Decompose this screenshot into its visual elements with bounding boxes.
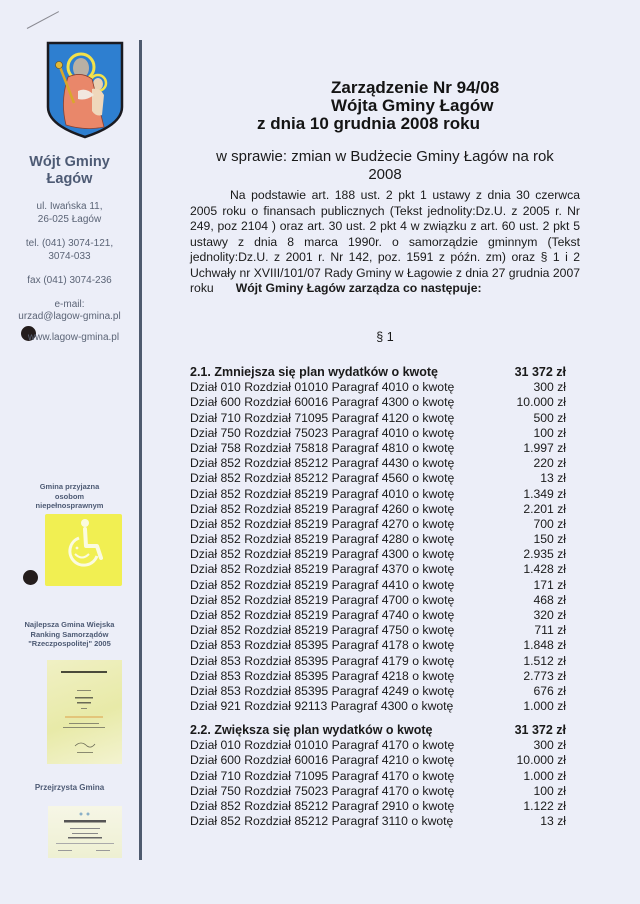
budget-row-amount: 711 zł xyxy=(534,623,566,638)
sidebar-title-line: Łagów xyxy=(46,171,93,187)
budget-row-label: Dział 852 Rozdział 85219 Paragraf 4700 o kwotę xyxy=(190,592,455,607)
budget-row-label: Dział 852 Rozdział 85219 Paragraf 4300 o kwotę xyxy=(190,547,455,562)
budget-row xyxy=(190,769,566,784)
budget-row xyxy=(190,517,566,532)
document-subject xyxy=(190,148,580,184)
budget-row xyxy=(190,471,566,486)
budget-row-label: Dział 600 Rozdział 60016 Paragraf 4300 o kwotę xyxy=(190,395,455,410)
budget-row-label: Dział 853 Rozdział 85395 Paragraf 4178 o kwotę xyxy=(190,638,455,653)
phone-line: tel. (041) 3074-121, xyxy=(25,238,114,249)
budget-row-label: Dział 750 Rozdział 75023 Paragraf 4170 o kwotę xyxy=(190,783,455,798)
budget-row xyxy=(190,814,566,829)
budget-row xyxy=(190,699,566,714)
badge-title-line: niepełnosprawnym xyxy=(35,501,104,510)
wheelchair-icon xyxy=(45,514,122,586)
badge-title-line: Gmina przyjazna xyxy=(39,482,100,491)
budget-row-amount: 1.512 zł xyxy=(523,653,566,668)
budget-row-label: Dział 853 Rozdział 85395 Paragraf 4218 o kwotę xyxy=(190,668,455,683)
certificate-icon xyxy=(48,806,122,858)
budget-row xyxy=(190,593,566,608)
budget-row-amount: 13 zł xyxy=(540,471,566,486)
badge-title-line: Najlepsza Gmina Wiejska xyxy=(24,620,115,629)
budget-row xyxy=(190,502,566,517)
budget-row-label: Dział 852 Rozdział 85219 Paragraf 4410 o kwotę xyxy=(190,577,455,592)
budget-row xyxy=(190,784,566,799)
section-increase xyxy=(190,723,566,829)
budget-row-label: Dział 750 Rozdział 75023 Paragraf 4010 o kwotę xyxy=(190,425,455,440)
budget-row-amount: 1.000 zł xyxy=(523,768,566,783)
preamble xyxy=(190,188,580,297)
budget-row xyxy=(190,684,566,699)
accessibility-badge-title xyxy=(0,482,139,511)
fax: fax (041) 3074-236 xyxy=(27,275,112,286)
sidebar-title-line: Wójt Gminy xyxy=(29,154,110,170)
budget-row-amount: 10.000 zł xyxy=(516,395,566,410)
budget-row xyxy=(190,608,566,623)
badge-title-line: Ranking Samorządów xyxy=(30,629,109,639)
website-address: www.lagow-gmina.pl xyxy=(27,332,120,343)
budget-row xyxy=(190,380,566,395)
budget-row-amount: 2.201 zł xyxy=(523,501,566,516)
address xyxy=(0,201,139,226)
budget-row xyxy=(190,426,566,441)
budget-row-label: Dział 852 Rozdział 85212 Paragraf 4560 o kwotę xyxy=(190,471,455,486)
budget-row-label: Dział 853 Rozdział 85395 Paragraf 4179 o kwotę xyxy=(190,653,455,668)
budget-row xyxy=(190,753,566,768)
sidebar-title xyxy=(0,154,139,188)
budget-row-amount: 100 zł xyxy=(533,783,566,798)
budget-row-amount: 171 zł xyxy=(533,577,566,592)
document-issuer: Wójta Gminy Łagów xyxy=(331,96,494,115)
budget-row-label: Dział 852 Rozdział 85219 Paragraf 4260 o kwotę xyxy=(190,501,455,516)
badge-title-line: "Rzeczpospolitej" 2005 xyxy=(28,639,111,648)
budget-row-label: Dział 853 Rozdział 85395 Paragraf 4249 o kwotę xyxy=(190,683,455,698)
section-heading xyxy=(190,365,566,380)
budget-row-amount: 13 zł xyxy=(540,814,566,829)
budget-row-amount: 676 zł xyxy=(533,683,566,698)
budget-row-label: Dział 710 Rozdział 71095 Paragraf 4170 o kwotę xyxy=(190,768,455,783)
budget-row-amount: 10.000 zł xyxy=(516,753,566,768)
budget-row xyxy=(190,441,566,456)
budget-row-amount: 2.935 zł xyxy=(523,547,566,562)
punch-hole-icon xyxy=(23,570,38,585)
budget-row-label: Dział 010 Rozdział 01010 Paragraf 4170 o kwotę xyxy=(190,738,455,753)
budget-row xyxy=(190,638,566,653)
certificate-image xyxy=(48,806,122,858)
address-line: 26-025 Łagów xyxy=(37,213,102,225)
budget-row-amount: 220 zł xyxy=(533,456,566,471)
email-label: e-mail: xyxy=(54,299,85,310)
budget-row-label: Dział 852 Rozdział 85219 Paragraf 4280 o kwotę xyxy=(190,532,455,547)
budget-row-label: Dział 921 Rozdział 92113 Paragraf 4300 o kwotę xyxy=(190,699,454,714)
budget-row-amount: 1.428 zł xyxy=(523,562,566,577)
budget-row xyxy=(190,562,566,577)
diploma-icon xyxy=(47,660,122,764)
subject-line: w sprawie: zmian w Budżecie Gminy Łagów na rok xyxy=(216,148,554,165)
budget-row-amount: 700 zł xyxy=(533,516,566,531)
accessibility-logo xyxy=(45,514,122,586)
section-heading xyxy=(190,723,566,738)
subject-line: 2008 xyxy=(368,166,402,183)
budget-row-amount: 300 zł xyxy=(533,738,566,753)
phone xyxy=(0,238,139,263)
budget-row xyxy=(190,623,566,638)
budget-row-label: Dział 852 Rozdział 85212 Paragraf 3110 o kwotę xyxy=(190,814,454,829)
budget-row-label: Dział 600 Rozdział 60016 Paragraf 4210 o kwotę xyxy=(190,753,455,768)
ranking-badge-title xyxy=(0,620,139,649)
budget-row xyxy=(190,395,566,410)
budget-row xyxy=(190,799,566,814)
document-title: Zarządzenie Nr 94/08 xyxy=(331,78,500,97)
budget-row-amount: 1.349 zł xyxy=(523,486,566,501)
document-date: z dnia 10 grudnia 2008 roku xyxy=(257,114,480,133)
budget-row-amount: 150 zł xyxy=(533,532,566,547)
ranking-diploma-image xyxy=(47,660,122,764)
transparency-badge-title: Przejrzysta Gmina xyxy=(34,783,105,792)
budget-row-label: Dział 852 Rozdział 85219 Paragraf 4750 o kwotę xyxy=(190,623,455,638)
budget-row-label: Dział 852 Rozdział 85219 Paragraf 4010 o kwotę xyxy=(190,486,455,501)
budget-row-label: Dział 010 Rozdział 01010 Paragraf 4010 o kwotę xyxy=(190,380,455,395)
budget-row-amount: 100 zł xyxy=(533,425,566,440)
budget-row xyxy=(190,654,566,669)
budget-row-amount: 300 zł xyxy=(533,380,566,395)
section-total: 31 372 zł xyxy=(514,723,566,737)
preamble-text: Na podstawie art. 188 ust. 2 pkt 1 ustawy z dnia 30 czerwca 2005 roku o finansach publicznych (Tekst jednolity:Dz.U. z 2005 r. Nr 249, poz 2104 ) oraz art. 30 ust. 2 pkt 4 w związku z art. 60 ust. 2 pkt 5 ustawy z dnia 8 marca 1990r. o samorządzie gminnym (Tekst jednolity:Dz.U. z 2001 r. Nr 142, poz. 1591 z późn. zm) oraz § 1 i 2 Uchwały nr XVIII/101/07 Rady Gminy w Łagowie z dnia 27 grudnia 2007 roku xyxy=(190,188,580,295)
budget-row-amount: 1.997 zł xyxy=(523,440,566,455)
budget-row xyxy=(190,487,566,502)
coat-of-arms-icon xyxy=(46,41,124,139)
paper-scratch-mark xyxy=(27,11,59,29)
section-heading-label: 2.2. Zwiększa się plan wydatków o kwotę xyxy=(190,723,433,737)
budget-row xyxy=(190,456,566,471)
section-heading-label: 2.1. Zmniejsza się plan wydatków o kwotę xyxy=(190,365,438,379)
budget-row-amount: 468 zł xyxy=(533,592,566,607)
budget-row-label: Dział 710 Rozdział 71095 Paragraf 4120 o kwotę xyxy=(190,410,455,425)
budget-row xyxy=(190,411,566,426)
badge-title-line: osobom xyxy=(54,491,85,501)
sidebar-divider xyxy=(139,40,142,860)
budget-row-amount: 320 zł xyxy=(533,608,566,622)
budget-row xyxy=(190,738,566,753)
section-decrease xyxy=(190,365,566,714)
address-line: ul. Iwańska 11, xyxy=(36,201,103,212)
budget-row-amount: 1.122 zł xyxy=(523,798,566,813)
paragraph-mark: § 1 xyxy=(376,330,394,344)
budget-row-label: Dział 852 Rozdział 85219 Paragraf 4740 o kwotę xyxy=(190,608,455,622)
section-total: 31 372 zł xyxy=(514,365,566,379)
budget-row-amount: 2.773 zł xyxy=(523,668,566,683)
budget-row-amount: 1.000 zł xyxy=(523,699,566,714)
preamble-decree: Wójt Gminy Łagów zarządza co następuje: xyxy=(235,281,482,295)
budget-row xyxy=(190,669,566,684)
budget-row-amount: 1.848 zł xyxy=(523,638,566,653)
phone-line: 3074-033 xyxy=(48,250,91,262)
budget-row-label: Dział 852 Rozdział 85219 Paragraf 4370 o kwotę xyxy=(190,562,455,577)
budget-row xyxy=(190,578,566,593)
budget-row-amount: 500 zł xyxy=(533,410,566,425)
budget-row-label: Dział 852 Rozdział 85219 Paragraf 4270 o kwotę xyxy=(190,516,455,531)
budget-row xyxy=(190,547,566,562)
budget-row xyxy=(190,532,566,547)
budget-row-label: Dział 852 Rozdział 85212 Paragraf 4430 o kwotę xyxy=(190,456,455,471)
budget-row-label: Dział 852 Rozdział 85212 Paragraf 2910 o kwotę xyxy=(190,798,455,813)
budget-row-label: Dział 758 Rozdział 75818 Paragraf 4810 o kwotę xyxy=(190,440,455,455)
email-address: urzad@lagow-gmina.pl xyxy=(18,311,121,322)
